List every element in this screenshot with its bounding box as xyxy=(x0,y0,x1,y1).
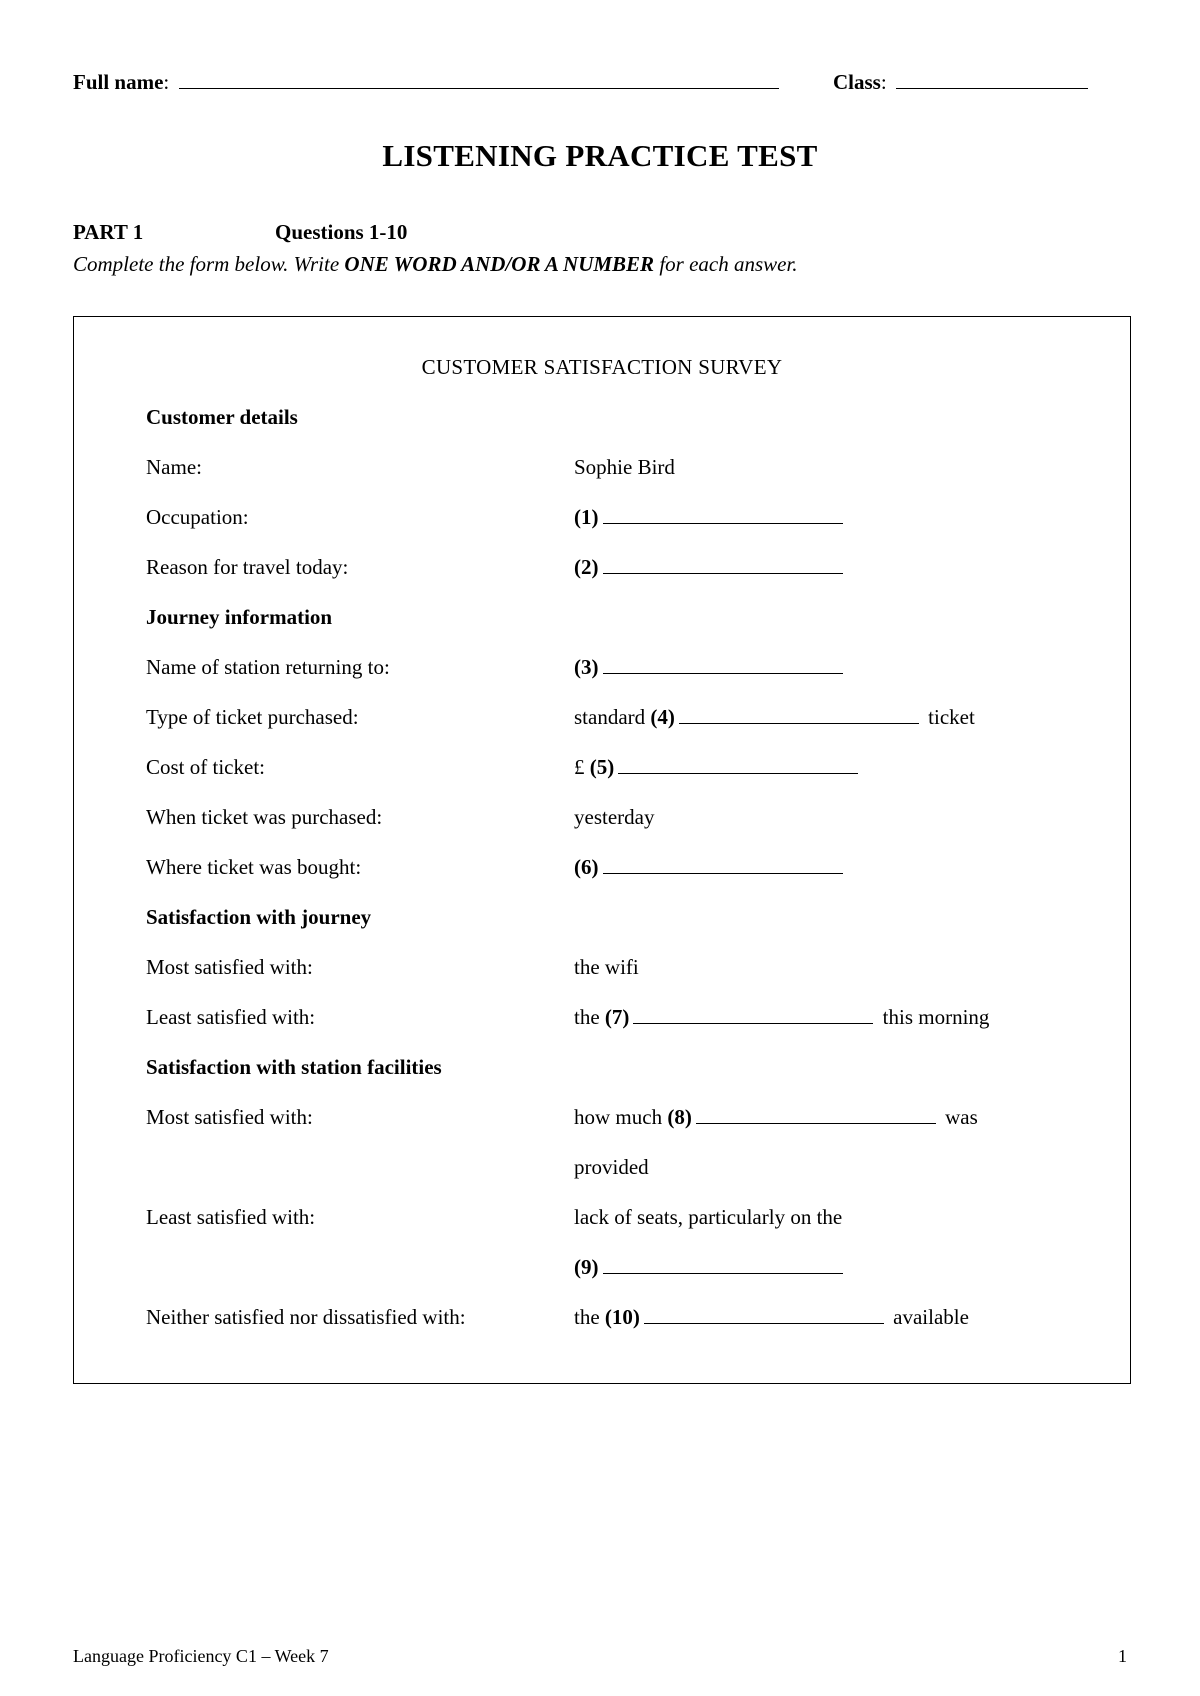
row-label: Where ticket was bought: xyxy=(146,855,362,879)
form-title: CUSTOMER SATISFACTION SURVEY xyxy=(421,355,783,379)
value-prefix: the xyxy=(574,1005,605,1029)
question-number: (1) xyxy=(574,505,599,529)
header-line: Full name: Class: xyxy=(73,70,1127,95)
row-label: When ticket was purchased: xyxy=(146,805,383,829)
question-number: (9) xyxy=(574,1255,599,1279)
question-number: (7) xyxy=(604,1005,630,1029)
section-satisfaction-journey: Satisfaction with journey xyxy=(146,905,372,929)
answer-blank-4[interactable] xyxy=(679,706,919,724)
question-number: (8) xyxy=(667,1105,692,1129)
row-label: Name: xyxy=(146,455,202,479)
row-label: Most satisfied with: xyxy=(146,1105,313,1129)
row-value: the wifi xyxy=(574,955,639,979)
value-suffix: was xyxy=(939,1105,978,1129)
value-suffix: ticket xyxy=(922,705,975,729)
answer-blank-10[interactable] xyxy=(644,1306,884,1324)
answer-blank-3[interactable] xyxy=(603,656,843,674)
answer-blank-8[interactable] xyxy=(696,1106,936,1124)
row-label: Most satisfied with: xyxy=(146,955,313,979)
row-label: Reason for travel today: xyxy=(146,555,349,579)
footer-course: Language Proficiency C1 – Week 7 xyxy=(73,1646,329,1666)
row-label: Cost of ticket: xyxy=(146,755,265,779)
question-number: (2) xyxy=(574,555,599,579)
row-value: provided xyxy=(574,1155,649,1179)
row-value xyxy=(574,755,862,780)
question-number: (10) xyxy=(604,1305,640,1329)
row-label: Least satisfied with: xyxy=(146,1005,316,1029)
row-value xyxy=(574,855,847,880)
instruction-text-end: for each answer. xyxy=(654,252,798,276)
question-number: (6) xyxy=(574,855,599,879)
value-suffix: this morning xyxy=(877,1005,990,1029)
answer-blank-1[interactable] xyxy=(603,506,843,524)
row-value xyxy=(574,1255,847,1280)
full-name-blank[interactable] xyxy=(179,70,779,89)
row-value xyxy=(574,1305,969,1330)
answer-blank-6[interactable] xyxy=(603,856,843,874)
section-customer-details: Customer details xyxy=(146,405,298,429)
class-group: Class: xyxy=(833,70,1088,95)
row-value xyxy=(574,1005,989,1030)
part-heading xyxy=(73,220,408,245)
value-prefix: standard xyxy=(574,705,651,729)
question-number: (5) xyxy=(589,755,615,779)
row-value: Sophie Bird xyxy=(574,455,675,479)
instruction-text-start: Complete the form below. Write xyxy=(73,252,345,276)
row-value xyxy=(574,555,847,580)
row-label: Neither satisfied nor dissatisfied with: xyxy=(146,1305,466,1329)
row-label: Least satisfied with: xyxy=(146,1205,316,1229)
value-suffix: available xyxy=(887,1305,969,1329)
row-label: Type of ticket purchased: xyxy=(146,705,359,729)
value-prefix: the xyxy=(574,1305,605,1329)
row-value xyxy=(574,705,975,730)
instruction-emphasis: ONE WORD AND/OR A NUMBER xyxy=(344,252,655,276)
section-satisfaction-station: Satisfaction with station facilities xyxy=(146,1055,442,1079)
row-label: Occupation: xyxy=(146,505,249,529)
section-journey-information: Journey information xyxy=(146,605,333,629)
instruction xyxy=(73,252,798,277)
part-label: PART 1 xyxy=(73,220,144,244)
page-number: 1 xyxy=(1118,1646,1127,1666)
row-value xyxy=(574,505,847,530)
question-number: (4) xyxy=(650,705,675,729)
value-prefix: £ xyxy=(574,755,590,779)
question-number: (3) xyxy=(574,655,599,679)
page-title: LISTENING PRACTICE TEST xyxy=(382,138,818,173)
full-name-label: Full name xyxy=(73,70,164,94)
class-label: Class xyxy=(833,70,881,94)
row-value: yesterday xyxy=(574,805,655,829)
questions-range: Questions 1-10 xyxy=(275,220,408,244)
answer-blank-7[interactable] xyxy=(633,1006,873,1024)
answer-blank-5[interactable] xyxy=(618,756,858,774)
value-prefix: how much xyxy=(574,1105,668,1129)
answer-blank-9[interactable] xyxy=(603,1256,843,1274)
class-blank[interactable] xyxy=(896,70,1088,89)
row-label: Name of station returning to: xyxy=(146,655,390,679)
row-value xyxy=(574,655,847,680)
survey-form xyxy=(73,316,1131,1384)
row-value: lack of seats, particularly on the xyxy=(574,1205,843,1229)
answer-blank-2[interactable] xyxy=(603,556,843,574)
row-value xyxy=(574,1105,978,1130)
